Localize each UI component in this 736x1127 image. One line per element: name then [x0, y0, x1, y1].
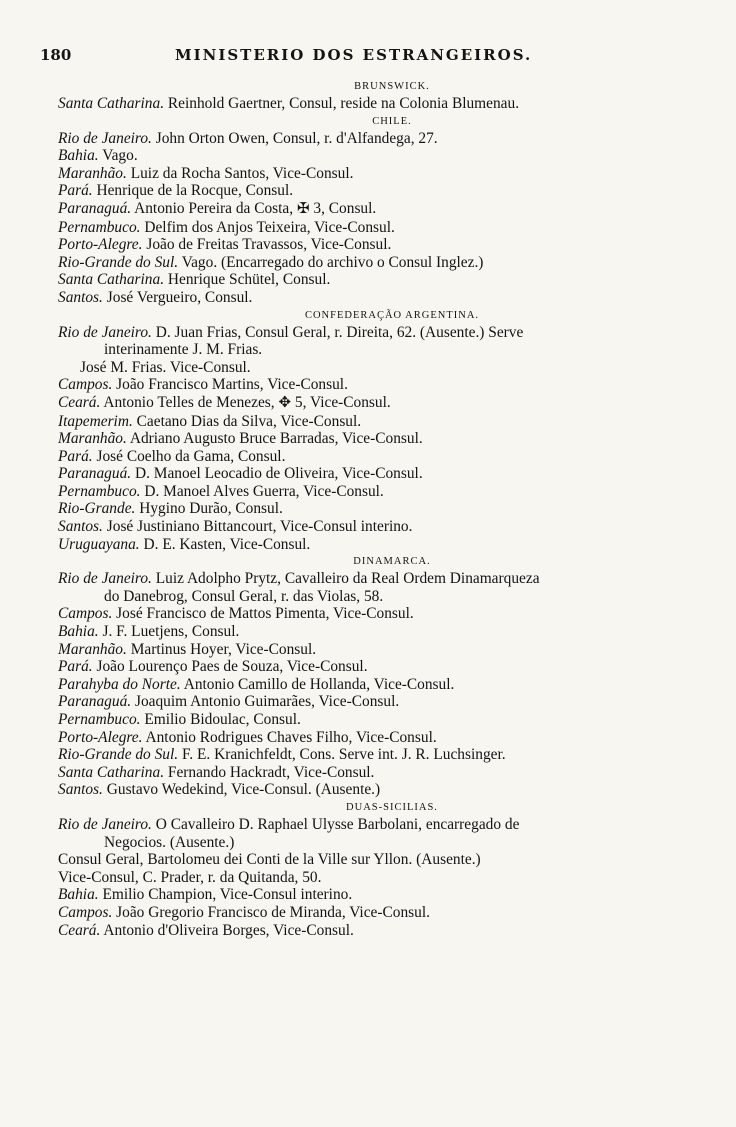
indented-entry: José M. Frias. Vice-Consul. [80, 358, 251, 376]
consul-entry [58, 271, 706, 289]
entry-place: Pará. [58, 658, 93, 676]
consul-entry [58, 376, 706, 394]
consul-entry [58, 693, 706, 711]
entry-text: Fernando Hackradt, Vice-Consul. [164, 763, 375, 781]
entry-text: Martinus Hoyer, Vice-Consul. [126, 640, 317, 658]
entry-place: Pará. [58, 182, 93, 200]
consul-entry [58, 182, 706, 200]
entry-place: Bahia. [58, 623, 99, 641]
page-header [40, 46, 680, 72]
entry-place: Pernambuco. [58, 482, 141, 500]
entry-text: D. E. Kasten, Vice-Consul. [139, 535, 311, 553]
entry-text: José Vergueiro, Consul. [102, 288, 253, 306]
entry-text: D. Juan Frias, Consul Geral, r. Direita, 62. (Ausente.) Serve [151, 323, 524, 341]
consul-entry [58, 95, 706, 113]
entry-place: Uruguayana. [58, 535, 140, 553]
entry-continuation: do Danebrog, Consul Geral, r. das Violas, 58. [104, 587, 384, 605]
consul-entry [58, 165, 706, 183]
entry-text: João de Freitas Travassos, Vice-Consul. [142, 236, 392, 254]
entry-place: Bahia. [58, 886, 99, 904]
entry-text: Joaquim Antonio Guimarães, Vice-Consul. [131, 693, 400, 711]
entry-place: Santa Catharina. [58, 271, 165, 289]
entry-text: Caetano Dias da Silva, Vice-Consul. [132, 412, 362, 430]
entry-text: Luiz Adolpho Prytz, Cavalleiro da Real Ordem Dinamarqueza [151, 570, 540, 588]
consul-entry [58, 465, 706, 483]
entry-place: Rio-Grande do Sul. [58, 746, 179, 764]
entry-place: Porto-Alegre. [58, 728, 143, 746]
entry-place: Pernambuco. [58, 218, 141, 236]
entry-text: F. E. Kranichfeldt, Cons. Serve int. J. R. Luchsinger. [178, 746, 506, 764]
entry-text: John Orton Owen, Consul, r. d'Alfandega, 27. [151, 129, 438, 147]
entry-text-continued: 3, Consul. [309, 199, 377, 217]
entry-text: Antonio Telles de Menezes, [100, 393, 279, 411]
entry-place: Santos. [58, 518, 103, 536]
consul-entry [58, 236, 706, 254]
consul-entry [58, 729, 706, 747]
entry-continuation: Negocios. (Ausente.) [104, 833, 235, 851]
entry-text: José Justiniano Bittancourt, Vice-Consul interino. [102, 518, 413, 536]
consul-entry [58, 536, 706, 554]
consul-entry [58, 781, 706, 799]
entry-text: Adriano Augusto Bruce Barradas, Vice-Consul. [126, 430, 423, 448]
consul-entry [58, 641, 706, 659]
consul-entry [58, 746, 706, 764]
section-heading: CONFEDERAÇÃO ARGENTINA. [304, 309, 480, 321]
entry-place: Rio de Janeiro. [58, 815, 152, 833]
section-heading: DUAS-SICILIAS. [346, 801, 438, 813]
page-number: 180 [40, 46, 72, 64]
entry-text: Reinhold Gaertner, Consul, reside na Colonia Blumenau. [164, 95, 520, 112]
entry-place: Santa Catharina. [58, 763, 165, 781]
entry-text: D. Manoel Leocadio de Oliveira, Vice-Consul. [131, 465, 423, 483]
entry-place: Bahia. [58, 147, 99, 165]
section-heading: DINAMARCA. [353, 556, 431, 568]
consul-entry [58, 904, 706, 922]
entry-text: José Francisco de Mattos Pimenta, Vice-Consul. [112, 605, 414, 623]
entry-place: Maranhão. [58, 640, 127, 658]
entry-place: Porto-Alegre. [58, 236, 143, 254]
entry-place: Paranaguá. [58, 199, 132, 217]
section-heading: CHILE. [372, 115, 412, 127]
entry-text: Antonio Rodrigues Chaves Filho, Vice-Consul. [142, 728, 437, 746]
entry-place: Paranaguá. [58, 693, 132, 711]
entry-text: Henrique de la Rocque, Consul. [92, 182, 294, 200]
consul-entry [58, 200, 706, 219]
consul-entry [58, 130, 706, 148]
entry-text: João Lourenço Paes de Souza, Vice-Consul. [92, 658, 368, 676]
consul-entry [58, 254, 706, 272]
entry-text: Antonio d'Oliveira Borges, Vice-Consul. [100, 921, 354, 939]
consul-entry [58, 623, 706, 641]
entry-text: Delfim dos Anjos Teixeira, Vice-Consul. [140, 218, 395, 236]
entry-text: D. Manoel Alves Guerra, Vice-Consul. [140, 482, 384, 500]
entry-place: Campos. [58, 903, 113, 921]
consul-entry [58, 676, 706, 694]
section-heading: BRUNSWICK. [354, 81, 430, 92]
entry-text: Antonio Camillo de Hollanda, Vice-Consul. [180, 675, 455, 693]
entry-text: O Cavalleiro D. Raphael Ulysse Barbolani, encarregado de [151, 815, 520, 833]
consul-entry [58, 500, 706, 518]
consul-entry [58, 816, 706, 834]
entry-place: Rio de Janeiro. [58, 129, 152, 147]
entry-text: João Gregorio Francisco de Miranda, Vice-Consul. [112, 903, 430, 921]
document-body [58, 78, 706, 939]
entry-text: Vago. (Encarregado do archivo o Consul Inglez.) [178, 253, 484, 271]
consul-entry [58, 922, 706, 940]
consul-entry [58, 518, 706, 536]
consul-entry [58, 570, 706, 588]
entry-text: Emilio Bidoulac, Consul. [140, 711, 301, 728]
entry-place: Itapemerim. [58, 412, 133, 430]
entry-text: João Francisco Martins, Vice-Consul. [112, 376, 348, 394]
entry-text: Gustavo Wedekind, Vice-Consul. (Ausente.) [102, 781, 381, 799]
entry-text: Hygino Durão, Consul. [135, 500, 283, 518]
consul-entry [58, 147, 706, 165]
consul-entry [58, 289, 706, 307]
entry-text: J. F. Luetjens, Consul. [98, 623, 240, 641]
entry-place: Maranhão. [58, 430, 127, 448]
entry-place: Campos. [58, 376, 113, 394]
entry-text-continued: 5, Vice-Consul. [291, 393, 391, 411]
plain-entry: Vice-Consul, C. Prader, r. da Quitanda, 50. [58, 868, 322, 886]
entry-text: Luiz da Rocha Santos, Vice-Consul. [126, 164, 354, 182]
consul-entry [58, 324, 706, 342]
consul-entry [58, 605, 706, 623]
order-insignia-icon: ✥ [278, 394, 292, 411]
entry-text: Emilio Champion, Vice-Consul interino. [98, 886, 353, 904]
consul-entry [58, 394, 706, 413]
consul-entry [58, 764, 706, 782]
entry-place: Santos. [58, 781, 103, 799]
consul-entry [58, 886, 706, 904]
entry-text: José Coelho da Gama, Consul. [92, 447, 286, 465]
entry-place: Ceará. [58, 393, 101, 411]
consul-entry [58, 448, 706, 466]
consul-entry [58, 430, 706, 448]
consul-entry [58, 658, 706, 676]
entry-place: Ceará. [58, 921, 101, 939]
entry-place: Parahyba do Norte. [58, 675, 181, 693]
entry-place: Santos. [58, 288, 103, 306]
entry-place: Paranaguá. [58, 465, 132, 483]
entry-text: Antonio Pereira da Costa, [131, 199, 297, 217]
consul-entry [58, 483, 706, 501]
entry-place: Pernambuco. [58, 711, 141, 728]
consul-entry [58, 219, 706, 237]
order-insignia-icon: ✠ [296, 200, 310, 217]
entry-continuation: interinamente J. M. Frias. [104, 341, 263, 359]
entry-text: Vago. [98, 147, 138, 165]
entry-place: Rio de Janeiro. [58, 570, 152, 588]
entry-place: Maranhão. [58, 164, 127, 182]
entry-place: Rio-Grande. [58, 500, 136, 518]
entry-place: Pará. [58, 447, 93, 465]
entry-text: Henrique Schütel, Consul. [164, 271, 331, 289]
running-title: MINISTERIO DOS ESTRANGEIROS. [175, 46, 533, 64]
consul-entry [58, 711, 706, 729]
entry-place: Santa Catharina. [58, 95, 165, 112]
plain-entry: Consul Geral, Bartolomeu dei Conti de la Ville sur Yllon. (Ausente.) [58, 851, 481, 869]
entry-place: Rio-Grande do Sul. [58, 253, 179, 271]
entry-place: Campos. [58, 605, 113, 623]
consul-entry [58, 413, 706, 431]
entry-place: Rio de Janeiro. [58, 323, 152, 341]
